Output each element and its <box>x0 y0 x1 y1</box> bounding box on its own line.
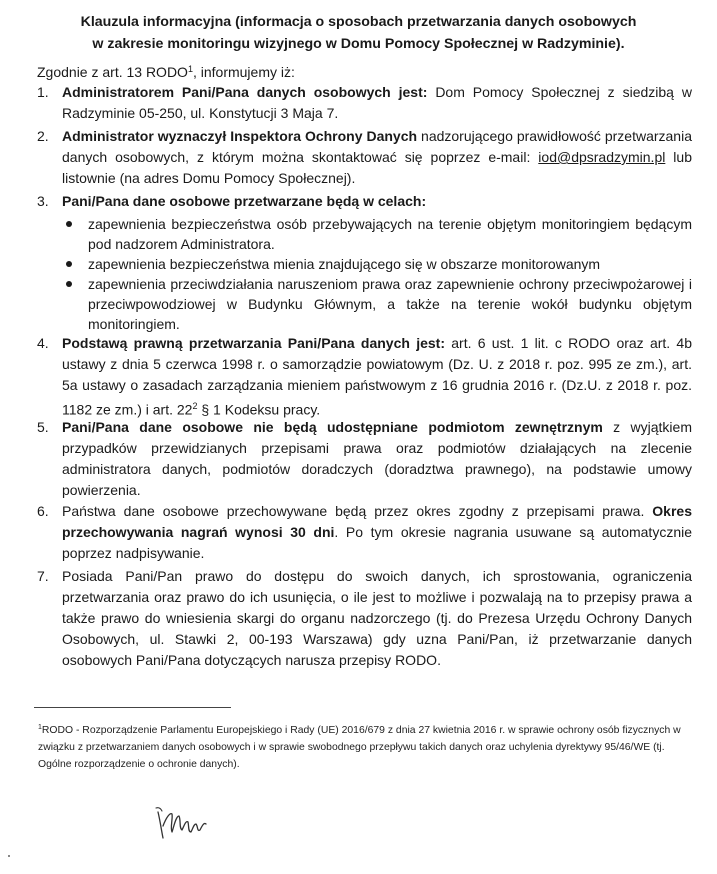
item-bold-text: Administrator wyznaczył Inspektora Ochrony Danych <box>62 128 418 144</box>
superscript: 2 <box>192 401 198 411</box>
item-text: Dom Pomocy Społecznej z siedzibą w Radzyminie 05-250, ul. Konstytucji 3 Maja 7. <box>62 84 692 121</box>
item-text: nadzorującego prawidłowość przetwarzania danych osobowych, z którym można skontaktować się poprzez e-mail: <box>62 128 692 165</box>
bullet-text: zapewnienia bezpieczeństwa osób przebywających na terenie objętym monitoringiem będącym pod nadzorem Administratora. <box>88 216 692 252</box>
footnote-marker: 1 <box>38 724 42 731</box>
intro-text: Zgodnie z art. 13 RODO <box>37 64 188 80</box>
item-text: z wyjątkiem przypadków przewidzianych przepisami prawa oraz podmiotów działających na zlecenie administratora danych, podmiotów doradczych (doradztwa prawnego), na podstawie umowy powierzenia. <box>62 419 692 498</box>
bullet-text: zapewnienia bezpieczeństwa mienia znajdującego się w obszarze monitorowanym <box>88 256 601 272</box>
email-link[interactable]: iod@dpsradzymin.pl <box>538 149 666 165</box>
bullet-icon <box>66 261 72 267</box>
item-bold-text: Okres przechowywania nagrań wynosi 30 dni <box>62 503 692 540</box>
item-bold-text: Pani/Pana dane osobowe nie będą udostępniane podmiotom zewnętrznym <box>62 419 603 435</box>
bullet-text: zapewnienia przeciwdziałania naruszeniom prawa oraz zapewnienie ochrony przeciwpożarowej i przeciwpowodziowej w Budynku Głównym, a także na terenie wokół budynku objętym monitoringiem. <box>88 276 692 332</box>
list-number: 6. <box>37 503 49 519</box>
intro-paragraph <box>37 59 295 82</box>
intro-text-end: , informujemy iż: <box>192 64 295 80</box>
list-item-1 <box>37 82 692 124</box>
bullet-item <box>62 214 692 254</box>
scan-mark <box>8 855 10 857</box>
list-item-4 <box>37 333 692 421</box>
bullet-icon <box>66 281 72 287</box>
document-title-line-1: Klauzula informacyjna (informacja o sposobach przetwarzania danych osobowych <box>80 14 637 30</box>
item-bold-text: Pani/Pana dane osobowe przetwarzane będą w celach: <box>62 193 427 209</box>
list-number: 2. <box>37 128 49 144</box>
handwritten-signature <box>152 798 212 846</box>
footnote-divider <box>34 707 231 708</box>
purpose-bullet-list <box>62 214 692 334</box>
list-number: 7. <box>37 568 49 584</box>
item-text-end: . Po tym okresie nagrania usuwane są automatycznie poprzez nadpisywanie. <box>62 524 693 561</box>
list-number: 5. <box>37 419 49 435</box>
item-bold-text: Administratorem Pani/Pana danych osobowych jest: <box>62 84 428 100</box>
item-bold-text: Podstawą prawną przetwarzania Pani/Pana danych jest: <box>62 335 445 351</box>
bullet-item <box>62 254 692 274</box>
list-number: 4. <box>37 335 49 351</box>
footnote <box>38 719 698 773</box>
list-item-5 <box>37 417 692 501</box>
item-text: Państwa dane osobowe przechowywane będą przez okres zgodny z przepisami prawa. <box>62 503 653 519</box>
list-number: 3. <box>37 193 49 209</box>
item-text-end: lub listownie (na adres Domu Pomocy Społecznej). <box>62 149 692 186</box>
list-item-6 <box>37 501 692 564</box>
item-text: art. 6 ust. 1 lit. c RODO oraz art. 4b ustawy z dnia 5 czerwca 1998 r. o samorządzie powiatowym (Dz. U. z 2018 r. poz. 995 ze zm.), art. 5a ustawy o zasadach zarządzania mieniem państwowym z 16 grudnia 2016 r. (Dz.U. z 2018 r. poz. 1182 ze zm.) i art. 22 <box>62 335 692 418</box>
item-text: Posiada Pani/Pan prawo do dostępu do swoich danych, ich sprostowania, ograniczenia przetwarzania oraz prawo do ich usunięcia, o ile jest to możliwe i pozwalają na to przepisy prawa a także prawo do wniesienia skargi do organu nadzorczego (tj. do Prezesa Urzędu Ochrony Danych Osobowych, ul. Stawki 2, 00-193 Warszawa) gdy uzna Pani/Pan, iż przetwarzanie danych osobowych Pani/Pana dotyczących narusza przepisy RODO. <box>62 568 692 668</box>
footnote-reference[interactable]: 1 <box>187 64 193 74</box>
list-number: 1. <box>37 84 49 100</box>
list-item-3 <box>37 191 692 334</box>
bullet-item <box>62 274 692 334</box>
bullet-icon <box>66 221 72 227</box>
footnote-text: RODO - Rozporządzenie Parlamentu Europejskiego i Rady (UE) 2016/679 z dnia 27 kwietnia 2016 r. w sprawie ochrony osób fizycznych w związku z przetwarzaniem danych osobowych i w sprawie swobodnego przepływu takich danych oraz uchylenia dyrektywy 95/46/WE (tj. Ogólne rozporządzenie o ochronie danych). <box>38 725 681 770</box>
list-item-7 <box>37 566 692 671</box>
item-text-end: § 1 Kodeksu pracy. <box>197 401 321 418</box>
document-title-line-2: w zakresie monitoringu wizyjnego w Domu Pomocy Społecznej w Radzyminie). <box>92 36 625 52</box>
list-item-2 <box>37 126 692 189</box>
